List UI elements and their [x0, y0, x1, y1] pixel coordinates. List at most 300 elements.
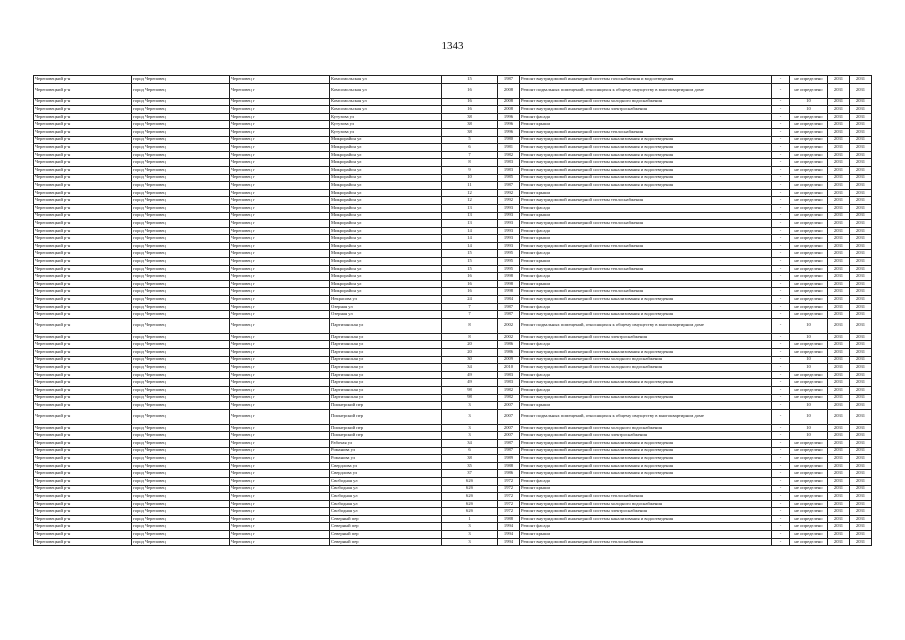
- table-row: [34, 364, 872, 372]
- work-type-cell: Ремонт внутридомовой инженерной системы канализования и водоотведения: [520, 136, 772, 144]
- dash-cell: -: [772, 538, 790, 546]
- work-type-cell: Ремонт крыши: [520, 235, 772, 243]
- work-type-cell: Ремонт крыши: [520, 531, 772, 539]
- year-to-cell: 2031: [850, 477, 872, 485]
- term-cell: не определено: [790, 394, 828, 402]
- district-cell: Череповецкий р-н: [34, 538, 132, 546]
- year-from-cell: 2031: [828, 83, 850, 98]
- locality-cell: Череповец г: [230, 128, 330, 136]
- work-type-cell: Ремонт внутридомовой инженерной системы канализования и водоотведения: [520, 296, 772, 304]
- municipality-cell: город Череповец: [132, 220, 230, 228]
- work-type-cell: Ремонт внутридомовой инженерной системы холодного водоснабжения: [520, 98, 772, 106]
- year-cell: 2009: [498, 356, 520, 364]
- year-to-cell: 2031: [850, 83, 872, 98]
- year-from-cell: 2031: [828, 197, 850, 205]
- dash-cell: -: [772, 386, 790, 394]
- house-cell: 49: [442, 371, 498, 379]
- street-cell: Северный пер: [330, 531, 442, 539]
- street-cell: Свободная ул: [330, 500, 442, 508]
- table-row: [34, 189, 872, 197]
- dash-cell: -: [772, 303, 790, 311]
- district-cell: Череповецкий р-н: [34, 83, 132, 98]
- district-cell: Череповецкий р-н: [34, 98, 132, 106]
- dash-cell: -: [772, 136, 790, 144]
- street-cell: Партизанская ул: [330, 371, 442, 379]
- table-row: [34, 470, 872, 478]
- year-to-cell: 2031: [850, 500, 872, 508]
- house-cell: 16: [442, 288, 498, 296]
- table-row: [34, 83, 872, 98]
- district-cell: Череповецкий р-н: [34, 485, 132, 493]
- table-row: [34, 288, 872, 296]
- house-cell: 13: [442, 212, 498, 220]
- year-cell: 2008: [498, 98, 520, 106]
- work-type-cell: Ремонт внутридомовой инженерной системы канализования и водоотведения: [520, 455, 772, 463]
- work-type-cell: Ремонт внутридомовой инженерной системы канализования и водоотведения: [520, 379, 772, 387]
- street-cell: Микрорайон ул: [330, 258, 442, 266]
- year-cell: 1987: [498, 447, 520, 455]
- year-from-cell: 2031: [828, 76, 850, 84]
- year-cell: 1987: [498, 76, 520, 84]
- dash-cell: -: [772, 493, 790, 501]
- table-row: [34, 341, 872, 349]
- year-to-cell: 2031: [850, 227, 872, 235]
- district-cell: Череповецкий р-н: [34, 128, 132, 136]
- work-type-cell: Ремонт фасада: [520, 303, 772, 311]
- municipality-cell: город Череповец: [132, 235, 230, 243]
- year-cell: 1982: [498, 386, 520, 394]
- table-row: [34, 493, 872, 501]
- street-cell: Микрорайон ул: [330, 242, 442, 250]
- table-row: [34, 151, 872, 159]
- locality-cell: Череповец г: [230, 386, 330, 394]
- work-type-cell: Ремонт подвальных помещений, относящихся к общему имуществу в многоквартирном доме: [520, 409, 772, 424]
- dash-cell: -: [772, 500, 790, 508]
- table-body: [34, 76, 872, 546]
- work-type-cell: Ремонт внутридомовой инженерной системы теплоснабжения: [520, 265, 772, 273]
- table-row: [34, 303, 872, 311]
- year-to-cell: 2031: [850, 296, 872, 304]
- table-row: [34, 379, 872, 387]
- house-cell: 49: [442, 379, 498, 387]
- term-cell: не определено: [790, 280, 828, 288]
- table-row: [34, 538, 872, 546]
- term-cell: не определено: [790, 379, 828, 387]
- year-to-cell: 2031: [850, 424, 872, 432]
- district-cell: Череповецкий р-н: [34, 379, 132, 387]
- year-from-cell: 2031: [828, 379, 850, 387]
- municipality-cell: город Череповец: [132, 318, 230, 333]
- dash-cell: -: [772, 447, 790, 455]
- work-type-cell: Ремонт фасада: [520, 386, 772, 394]
- year-cell: 1994: [498, 538, 520, 546]
- street-cell: Пионерский пер: [330, 409, 442, 424]
- table-row: [34, 349, 872, 357]
- year-from-cell: 2031: [828, 220, 850, 228]
- municipality-cell: город Череповец: [132, 439, 230, 447]
- year-from-cell: 2031: [828, 318, 850, 333]
- year-to-cell: 2031: [850, 258, 872, 266]
- dash-cell: -: [772, 113, 790, 121]
- year-to-cell: 2031: [850, 349, 872, 357]
- year-from-cell: 2031: [828, 311, 850, 319]
- locality-cell: Череповец г: [230, 447, 330, 455]
- municipality-cell: город Череповец: [132, 98, 230, 106]
- district-cell: Череповецкий р-н: [34, 296, 132, 304]
- locality-cell: Череповец г: [230, 166, 330, 174]
- work-type-cell: Ремонт фасада: [520, 204, 772, 212]
- year-cell: 1998: [498, 280, 520, 288]
- house-cell: 34: [442, 439, 498, 447]
- locality-cell: Череповец г: [230, 159, 330, 167]
- dash-cell: -: [772, 288, 790, 296]
- work-type-cell: Ремонт внутридомовой инженерной системы газоснабжения и водоотведения: [520, 76, 772, 84]
- street-cell: Озерная ул: [330, 303, 442, 311]
- municipality-cell: город Череповец: [132, 379, 230, 387]
- district-cell: Череповецкий р-н: [34, 288, 132, 296]
- term-cell: не определено: [790, 242, 828, 250]
- work-type-cell: Ремонт внутридомовой инженерной системы канализования и водоотведения: [520, 439, 772, 447]
- district-cell: Череповецкий р-н: [34, 432, 132, 440]
- dash-cell: -: [772, 318, 790, 333]
- work-type-cell: Ремонт крыши: [520, 485, 772, 493]
- dash-cell: -: [772, 394, 790, 402]
- locality-cell: Череповец г: [230, 242, 330, 250]
- table-row: [34, 235, 872, 243]
- work-type-cell: Ремонт подвальных помещений, относящихся к общему имуществу в многоквартирном доме: [520, 318, 772, 333]
- locality-cell: Череповец г: [230, 212, 330, 220]
- term-cell: не определено: [790, 204, 828, 212]
- year-from-cell: 2031: [828, 235, 850, 243]
- term-cell: не определено: [790, 258, 828, 266]
- year-to-cell: 2031: [850, 113, 872, 121]
- work-type-cell: Ремонт фасада: [520, 477, 772, 485]
- locality-cell: Череповец г: [230, 288, 330, 296]
- year-from-cell: 2031: [828, 113, 850, 121]
- year-cell: 1983: [498, 159, 520, 167]
- table-row: [34, 432, 872, 440]
- year-cell: 2007: [498, 424, 520, 432]
- dash-cell: -: [772, 182, 790, 190]
- year-to-cell: 2031: [850, 455, 872, 463]
- municipality-cell: город Череповец: [132, 402, 230, 410]
- year-to-cell: 2031: [850, 470, 872, 478]
- street-cell: Микрорайон ул: [330, 204, 442, 212]
- district-cell: Череповецкий р-н: [34, 250, 132, 258]
- locality-cell: Череповец г: [230, 273, 330, 281]
- table-row: [34, 242, 872, 250]
- house-cell: 7: [442, 151, 498, 159]
- table-row: [34, 144, 872, 152]
- locality-cell: Череповец г: [230, 356, 330, 364]
- year-cell: 2007: [498, 402, 520, 410]
- term-cell: не определено: [790, 462, 828, 470]
- table-row: [34, 174, 872, 182]
- term-cell: не определено: [790, 273, 828, 281]
- street-cell: Микрорайон ул: [330, 182, 442, 190]
- district-cell: Череповецкий р-н: [34, 212, 132, 220]
- year-from-cell: 2031: [828, 470, 850, 478]
- work-type-cell: Ремонт крыши: [520, 189, 772, 197]
- year-from-cell: 2031: [828, 341, 850, 349]
- house-cell: 9: [442, 166, 498, 174]
- dash-cell: -: [772, 531, 790, 539]
- year-to-cell: 2031: [850, 197, 872, 205]
- year-to-cell: 2031: [850, 379, 872, 387]
- term-cell: не определено: [790, 159, 828, 167]
- district-cell: Череповецкий р-н: [34, 159, 132, 167]
- locality-cell: Череповец г: [230, 311, 330, 319]
- municipality-cell: город Череповец: [132, 409, 230, 424]
- street-cell: Кутузова ул: [330, 121, 442, 129]
- district-cell: Череповецкий р-н: [34, 508, 132, 516]
- street-cell: Микрорайон ул: [330, 197, 442, 205]
- municipality-cell: город Череповец: [132, 83, 230, 98]
- municipality-cell: город Череповец: [132, 462, 230, 470]
- year-cell: 1996: [498, 121, 520, 129]
- municipality-cell: город Череповец: [132, 136, 230, 144]
- house-cell: 98: [442, 386, 498, 394]
- house-cell: 62б: [442, 508, 498, 516]
- work-type-cell: Ремонт внутридомовой инженерной системы холодного водоснабжения: [520, 356, 772, 364]
- house-cell: 14: [442, 227, 498, 235]
- term-cell: не определено: [790, 265, 828, 273]
- term-cell: не определено: [790, 144, 828, 152]
- year-from-cell: 2031: [828, 523, 850, 531]
- table-row: [34, 371, 872, 379]
- dash-cell: -: [772, 402, 790, 410]
- locality-cell: Череповец г: [230, 394, 330, 402]
- locality-cell: Череповец г: [230, 83, 330, 98]
- year-cell: 1998: [498, 273, 520, 281]
- work-type-cell: Ремонт внутридомовой инженерной системы теплоснабжения: [520, 288, 772, 296]
- dash-cell: -: [772, 227, 790, 235]
- dash-cell: -: [772, 379, 790, 387]
- year-cell: 1988: [498, 515, 520, 523]
- district-cell: Череповецкий р-н: [34, 227, 132, 235]
- year-to-cell: 2031: [850, 106, 872, 114]
- term-cell: не определено: [790, 386, 828, 394]
- locality-cell: Череповец г: [230, 523, 330, 531]
- dash-cell: -: [772, 364, 790, 372]
- street-cell: Микрорайон ул: [330, 227, 442, 235]
- municipality-cell: город Череповец: [132, 500, 230, 508]
- house-cell: 34: [442, 364, 498, 372]
- year-cell: 1982: [498, 151, 520, 159]
- year-cell: 1986: [498, 341, 520, 349]
- year-cell: 2008: [498, 106, 520, 114]
- work-type-cell: Ремонт фасада: [520, 523, 772, 531]
- year-from-cell: 2031: [828, 250, 850, 258]
- street-cell: Свободная ул: [330, 485, 442, 493]
- year-cell: 1987: [498, 311, 520, 319]
- municipality-cell: город Череповец: [132, 333, 230, 341]
- table-row: [34, 166, 872, 174]
- locality-cell: Череповец г: [230, 424, 330, 432]
- street-cell: Микрорайон ул: [330, 288, 442, 296]
- district-cell: Череповецкий р-н: [34, 280, 132, 288]
- year-cell: 1984: [498, 296, 520, 304]
- district-cell: Череповецкий р-н: [34, 349, 132, 357]
- house-cell: 13: [442, 220, 498, 228]
- term-cell: 10: [790, 402, 828, 410]
- house-cell: 7: [442, 303, 498, 311]
- table-row: [34, 76, 872, 84]
- year-from-cell: 2031: [828, 439, 850, 447]
- municipality-cell: город Череповец: [132, 394, 230, 402]
- district-cell: Череповецкий р-н: [34, 424, 132, 432]
- street-cell: Свердлова ул: [330, 462, 442, 470]
- district-cell: Череповецкий р-н: [34, 515, 132, 523]
- district-cell: Череповецкий р-н: [34, 500, 132, 508]
- dash-cell: -: [772, 144, 790, 152]
- term-cell: не определено: [790, 296, 828, 304]
- locality-cell: Череповец г: [230, 493, 330, 501]
- term-cell: не определено: [790, 288, 828, 296]
- house-cell: 62б: [442, 485, 498, 493]
- municipality-cell: город Череповец: [132, 455, 230, 463]
- work-type-cell: Ремонт внутридомовой инженерной системы канализования и водоотведения: [520, 151, 772, 159]
- year-to-cell: 2031: [850, 280, 872, 288]
- house-cell: 30: [442, 356, 498, 364]
- year-to-cell: 2031: [850, 318, 872, 333]
- dash-cell: -: [772, 371, 790, 379]
- term-cell: 10: [790, 98, 828, 106]
- year-to-cell: 2031: [850, 174, 872, 182]
- street-cell: Рабочая ул: [330, 439, 442, 447]
- year-to-cell: 2031: [850, 538, 872, 546]
- municipality-cell: город Череповец: [132, 311, 230, 319]
- year-cell: 1987: [498, 303, 520, 311]
- table-row: [34, 98, 872, 106]
- term-cell: не определено: [790, 500, 828, 508]
- street-cell: Партизанская ул: [330, 386, 442, 394]
- table-row: [34, 121, 872, 129]
- year-to-cell: 2031: [850, 386, 872, 394]
- work-type-cell: Ремонт фасада: [520, 341, 772, 349]
- term-cell: не определено: [790, 371, 828, 379]
- year-from-cell: 2031: [828, 227, 850, 235]
- municipality-cell: город Череповец: [132, 531, 230, 539]
- district-cell: Череповецкий р-н: [34, 166, 132, 174]
- work-type-cell: Ремонт подвальных помещений, относящихся к общему имуществу в многоквартирном доме: [520, 83, 772, 98]
- year-from-cell: 2031: [828, 394, 850, 402]
- district-cell: Череповецкий р-н: [34, 455, 132, 463]
- locality-cell: Череповец г: [230, 477, 330, 485]
- work-type-cell: Ремонт внутридомовой инженерной системы теплоснабжения: [520, 220, 772, 228]
- year-from-cell: 2031: [828, 288, 850, 296]
- house-cell: 3: [442, 402, 498, 410]
- municipality-cell: город Череповец: [132, 303, 230, 311]
- work-type-cell: Ремонт внутридомовой инженерной системы холодного водоснабжения: [520, 424, 772, 432]
- work-type-cell: Ремонт внутридомовой инженерной системы канализования и водоотведения: [520, 470, 772, 478]
- year-cell: 1993: [498, 242, 520, 250]
- dash-cell: -: [772, 439, 790, 447]
- table-row: [34, 409, 872, 424]
- table-row: [34, 455, 872, 463]
- year-cell: 2010: [498, 364, 520, 372]
- term-cell: 10: [790, 409, 828, 424]
- locality-cell: Череповец г: [230, 151, 330, 159]
- district-cell: Череповецкий р-н: [34, 273, 132, 281]
- house-cell: 8: [442, 333, 498, 341]
- table-row: [34, 485, 872, 493]
- district-cell: Череповецкий р-н: [34, 409, 132, 424]
- term-cell: 10: [790, 106, 828, 114]
- house-cell: 62б: [442, 477, 498, 485]
- term-cell: не определено: [790, 447, 828, 455]
- year-to-cell: 2031: [850, 303, 872, 311]
- work-type-cell: Ремонт внутридомовой инженерной системы канализования и водоотведения: [520, 182, 772, 190]
- municipality-cell: город Череповец: [132, 227, 230, 235]
- street-cell: Микрорайон ул: [330, 265, 442, 273]
- locality-cell: Череповец г: [230, 500, 330, 508]
- term-cell: не определено: [790, 341, 828, 349]
- year-to-cell: 2031: [850, 531, 872, 539]
- term-cell: не определено: [790, 227, 828, 235]
- municipality-cell: город Череповец: [132, 166, 230, 174]
- dash-cell: -: [772, 515, 790, 523]
- year-to-cell: 2031: [850, 462, 872, 470]
- municipality-cell: город Череповец: [132, 151, 230, 159]
- district-cell: Череповецкий р-н: [34, 523, 132, 531]
- year-to-cell: 2031: [850, 182, 872, 190]
- year-from-cell: 2031: [828, 349, 850, 357]
- dash-cell: -: [772, 197, 790, 205]
- house-cell: 14: [442, 242, 498, 250]
- year-from-cell: 2031: [828, 531, 850, 539]
- work-type-cell: Ремонт фасада: [520, 250, 772, 258]
- term-cell: не определено: [790, 235, 828, 243]
- table-row: [34, 106, 872, 114]
- locality-cell: Череповец г: [230, 318, 330, 333]
- year-to-cell: 2031: [850, 76, 872, 84]
- street-cell: Микрорайон ул: [330, 144, 442, 152]
- year-from-cell: 2031: [828, 493, 850, 501]
- district-cell: Череповецкий р-н: [34, 174, 132, 182]
- municipality-cell: город Череповец: [132, 523, 230, 531]
- locality-cell: Череповец г: [230, 113, 330, 121]
- dash-cell: -: [772, 174, 790, 182]
- work-type-cell: Ремонт внутридомовой инженерной системы теплоснабжения: [520, 538, 772, 546]
- locality-cell: Череповец г: [230, 189, 330, 197]
- house-cell: 38: [442, 455, 498, 463]
- dash-cell: -: [772, 166, 790, 174]
- locality-cell: Череповец г: [230, 250, 330, 258]
- table-row: [34, 333, 872, 341]
- district-cell: Череповецкий р-н: [34, 189, 132, 197]
- house-cell: 16: [442, 98, 498, 106]
- year-from-cell: 2031: [828, 371, 850, 379]
- work-type-cell: Ремонт фасада: [520, 273, 772, 281]
- term-cell: не определено: [790, 166, 828, 174]
- municipality-cell: город Череповец: [132, 371, 230, 379]
- table-row: [34, 227, 872, 235]
- dash-cell: -: [772, 128, 790, 136]
- locality-cell: Череповец г: [230, 197, 330, 205]
- year-cell: 1972: [498, 508, 520, 516]
- term-cell: 10: [790, 432, 828, 440]
- work-type-cell: Ремонт внутридомовой инженерной системы канализования и водоотведения: [520, 166, 772, 174]
- year-from-cell: 2031: [828, 303, 850, 311]
- year-from-cell: 2031: [828, 280, 850, 288]
- house-cell: 3: [442, 409, 498, 424]
- house-cell: 15: [442, 258, 498, 266]
- district-cell: Череповецкий р-н: [34, 386, 132, 394]
- year-from-cell: 2031: [828, 333, 850, 341]
- house-cell: 16: [442, 273, 498, 281]
- municipality-cell: город Череповец: [132, 76, 230, 84]
